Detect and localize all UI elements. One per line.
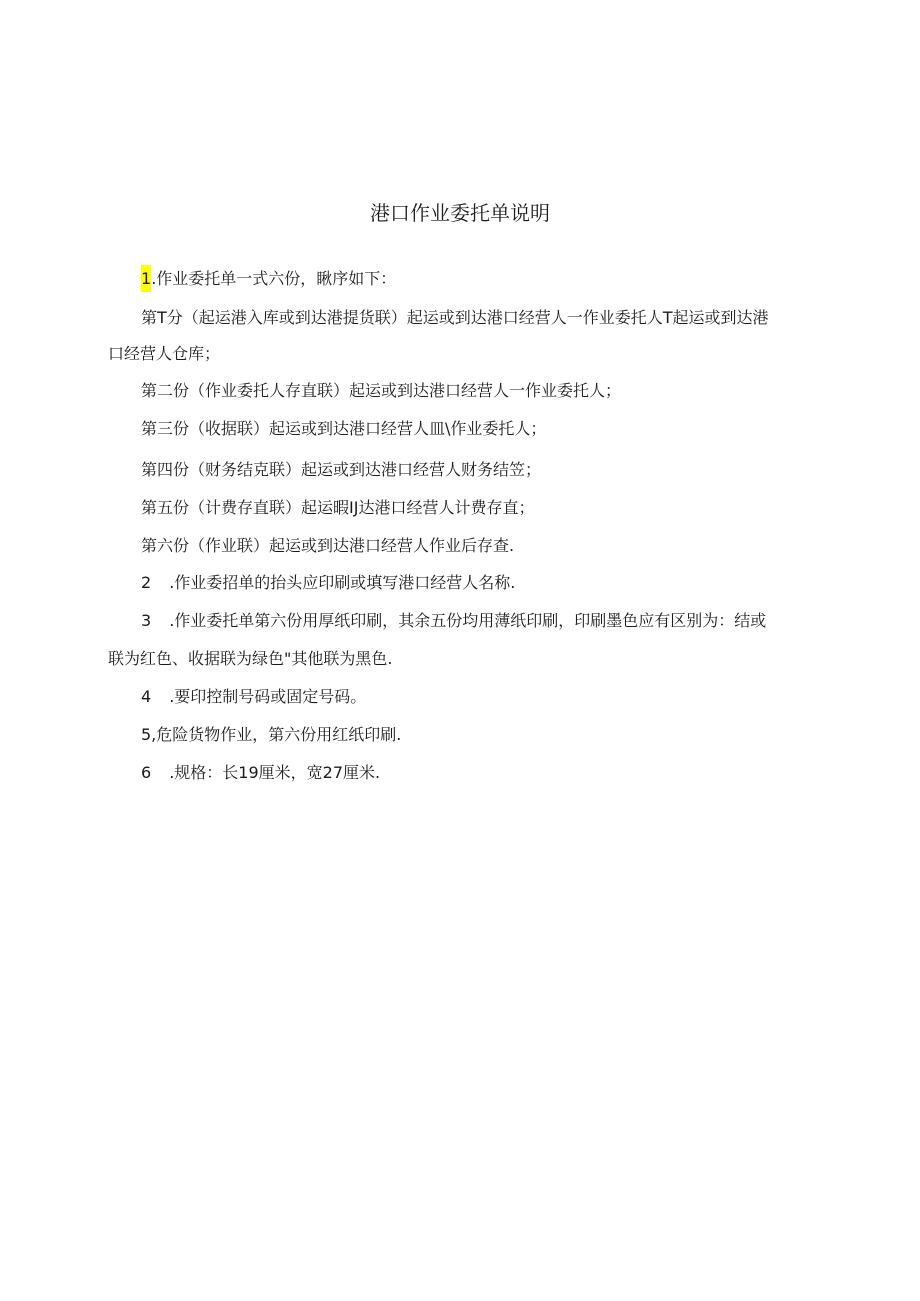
paragraph-line: 第六份（作业联）起运或到达港口经营人作业后存查. bbox=[141, 536, 515, 555]
paragraph-text: .要印控制号码或固定号码。 bbox=[169, 687, 367, 706]
paragraph-line: 第四份（财务结克联）起运或到达港口经营人财务结笠； bbox=[141, 460, 542, 479]
paragraph-text: .规格：长19厘米，宽27厘米. bbox=[169, 763, 381, 782]
paragraph-item-1 bbox=[141, 268, 396, 290]
paragraph-line: 口经营人仓库； bbox=[108, 344, 221, 363]
document-title: 港口作业委托单说明 bbox=[370, 201, 550, 225]
highlighted-number: 1 bbox=[141, 265, 151, 292]
paragraph-item-4 bbox=[141, 686, 366, 708]
paragraph-line: 第三份（收据联）起运或到达港口经营人皿\作业委托人； bbox=[141, 419, 547, 438]
paragraph-item-6 bbox=[141, 762, 380, 784]
paragraph-line: 第T分（起运港入库或到达港提货联）起运或到达港口经营人一作业委托人T起运或到达港 bbox=[141, 308, 769, 327]
list-number: 2 bbox=[141, 573, 152, 592]
paragraph-line: 联为红色、收据联为绿色"其他联为黑色. bbox=[108, 649, 393, 668]
paragraph-text: .作业委托单第六份用厚纸印刷，其余五份均用薄纸印刷，印刷墨色应有区别为：结或 bbox=[169, 611, 767, 630]
paragraph-line: 第二份（作业委托人存直联）起运或到达港口经营人一作业委托人； bbox=[141, 381, 622, 400]
paragraph-text: .作业委托单一式六份，瞅序如下： bbox=[151, 269, 397, 288]
paragraph-text: .作业委招单的抬头应印刷或填写港口经营人名称. bbox=[169, 573, 516, 592]
paragraph-line: 第五份（计费存直联）起运暇IJ达港口经营人计费存直； bbox=[141, 498, 535, 517]
list-number: 3 bbox=[141, 611, 152, 630]
list-number: 4 bbox=[141, 687, 152, 706]
paragraph-item-2 bbox=[141, 572, 515, 594]
paragraph-item-3 bbox=[141, 610, 766, 632]
paragraph-item-5: 5,危险货物作业，第六份用红纸印刷. bbox=[141, 725, 402, 744]
list-number: 6 bbox=[141, 763, 152, 782]
